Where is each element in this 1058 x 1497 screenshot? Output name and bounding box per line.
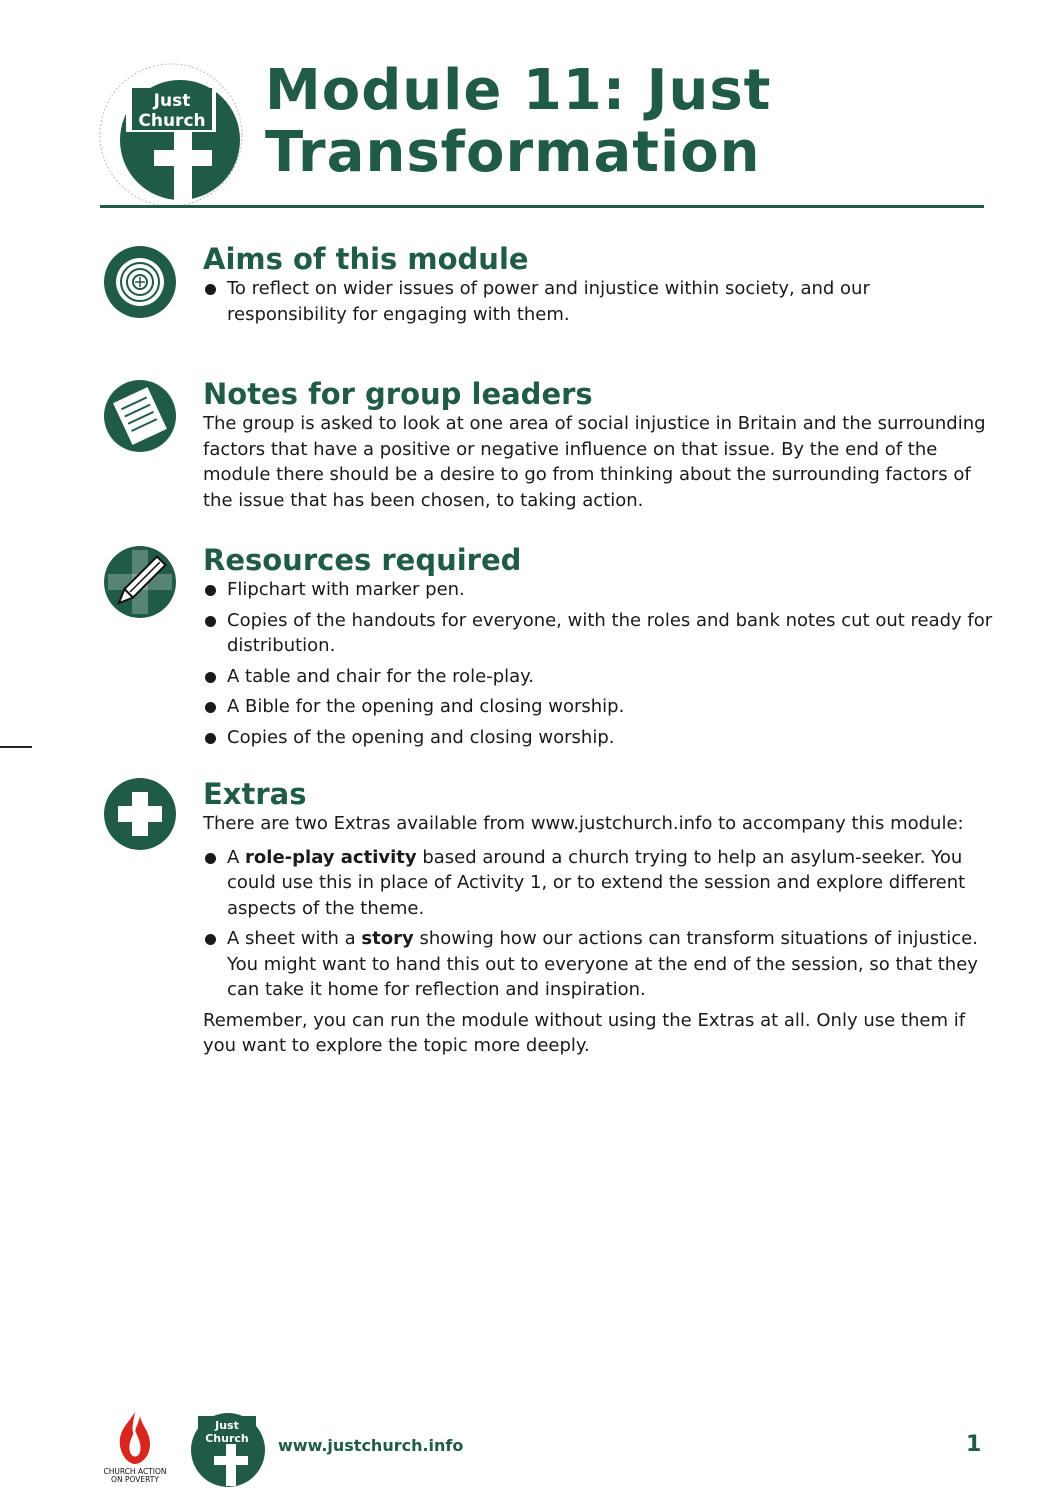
resources-section [203,543,993,750]
page-title [265,60,1025,184]
page-title-line1: Module 11: Just [265,58,772,123]
list-item: Flipchart with marker pen. [203,577,993,603]
logo-text-just: Just [153,91,191,111]
list-item: Copies of the handouts for everyone, with the roles and bank notes cut out ready for distribution. [203,608,993,659]
aims-heading: Aims of this module [203,242,529,276]
list-item: To reflect on wider issues of power and injustice within society, and our responsibility for engaging with them. [203,276,993,327]
aims-section [203,242,993,327]
just-church-logo [96,60,246,210]
list-item: A table and chair for the role-play. [203,664,993,690]
role-play-activity-label: role-play activity [245,846,417,868]
notes-heading: Notes for group leaders [203,377,593,411]
pencil-icon [102,544,178,620]
page-title-line2: Transformation [265,120,761,185]
extras-intro: There are two Extras available from www.justchurch.info to accompany this module: [203,813,964,834]
margin-tick [0,746,32,748]
page-number: 1 [966,1432,982,1457]
org1-line2: ON POVERTY [111,1475,159,1484]
title-divider [100,205,984,208]
list-item: A role-play activity based around a church trying to help an asylum-seeker. You could use this in place of Activity 1, or to extend the session and explore different aspects of the theme. [203,845,993,922]
plus-cross-icon [102,776,178,852]
list-item: A sheet with a story showing how our actions can transform situations of injustice. You might want to hand this out to everyone at the end of the session, so that they can take it home for reflection and inspiration. [203,926,993,1003]
logo2-text-just: Just [215,1419,239,1432]
resources-list [203,577,993,750]
target-icon [102,244,178,320]
extras-section [203,777,993,1059]
footer-url-link[interactable]: www.justchurch.info [278,1436,464,1455]
extras-heading: Extras [203,777,307,811]
notes-paragraph: The group is asked to look at one area of social injustice in Britain and the surrounding factors that have a positive or negative influence on that issue. By the end of the module there should be a desire to go from thinking about the surrounding factors of the issue that has been chosen, to taking action. [203,413,986,511]
resources-heading: Resources required [203,543,522,577]
list-item: A Bible for the opening and closing worship. [203,694,993,720]
notepad-icon [102,378,178,454]
extras-closing: Remember, you can run the module without using the Extras at all. Only use them if you want to explore the topic more deeply. [203,1009,966,1056]
church-action-on-poverty-logo [100,1408,170,1484]
story-label: story [361,928,414,949]
just-church-footer-logo [184,1408,268,1488]
logo-text-church: Church [138,111,206,131]
notes-section [203,377,993,513]
aims-list [203,276,993,327]
logo2-text-church: Church [205,1432,249,1445]
org1-line1: CHURCH ACTION [103,1467,167,1476]
list-item: Copies of the opening and closing worship. [203,725,993,751]
extras-list [203,845,993,1003]
